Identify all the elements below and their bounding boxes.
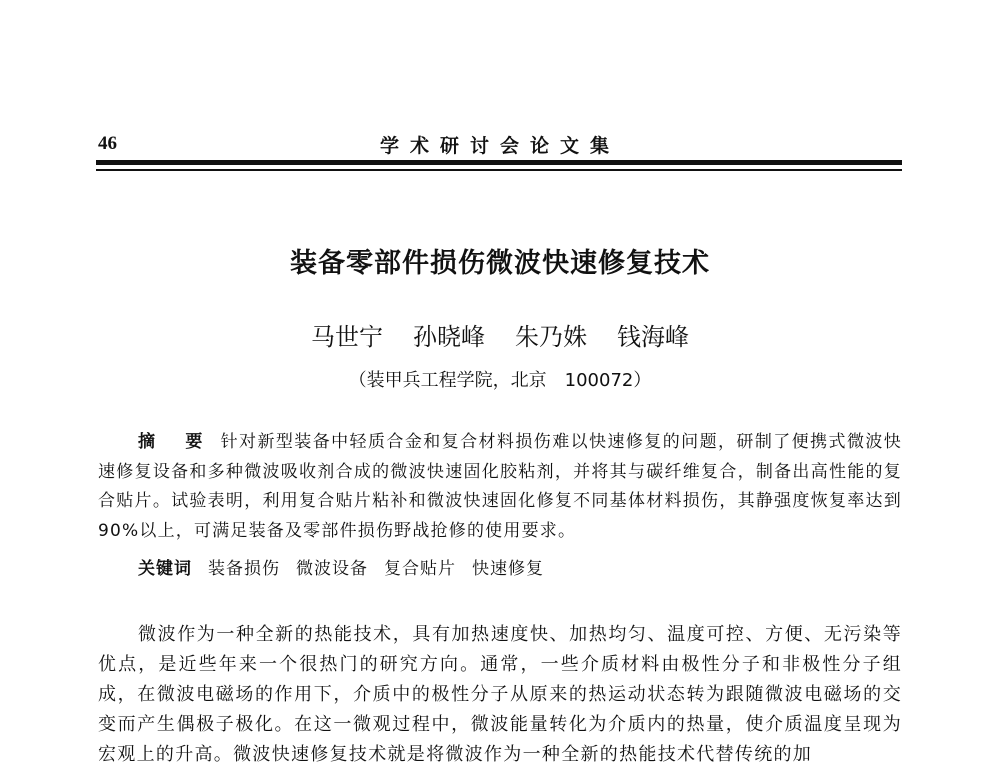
page-number: 46 [98,133,117,154]
abstract [98,428,902,546]
keyword: 装备损伤 [208,559,280,579]
keyword: 快速修复 [472,559,544,579]
article-title: 装备零部件损伤微波快速修复技术 [290,248,710,279]
keywords-label: 关键词 [138,559,192,579]
header-rule-thin [96,169,902,171]
keywords [138,555,902,584]
abstract-text: 针对新型装备中轻质合金和复合材料损伤难以快速修复的问题，研制了便携式微波快速修复设备和多种微波吸收剂合成的微波快速固化胶粘剂，并将其与碳纤维复合，制备出高性能的复合贴片。试验表明，利用复合贴片粘补和微波快速固化修复不同基体材料损伤，其静强度恢复率达到90%以上，可满足装备及零部件损伤野战抢修的使用要求。 [98,432,902,541]
keyword: 微波设备 [296,559,368,579]
keyword: 复合贴片 [384,559,456,579]
author-name: 朱乃姝 [515,323,587,351]
author-name: 孙晓峰 [413,323,485,351]
abstract-label: 摘 要 [138,432,215,452]
affiliation: （装甲兵工程学院，北京 100072） [348,370,652,391]
running-title: 学术研讨会论文集 [379,135,620,157]
author-name: 马世宁 [311,323,383,351]
body-paragraph: 微波作为一种全新的热能技术，具有加热速度快、加热均匀、温度可控、方便、无污染等优点，是近些年来一个很热门的研究方向。通常，一些介质材料由极性分子和非极性分子组成，在微波电磁场的作用下，介质中的极性分子从原来的热运动状态转为跟随微波电磁场的交变而产生偶极子极化。在这一微观过程中，微波能量转化为介质内的热量，使介质温度呈现为宏观上的升高。微波快速修复技术就是将微波作为一种全新的热能技术代替传统的加 [98,624,902,765]
author-name: 钱海峰 [617,323,689,351]
author-list [0,317,1000,352]
header-rule-thick [96,160,902,165]
